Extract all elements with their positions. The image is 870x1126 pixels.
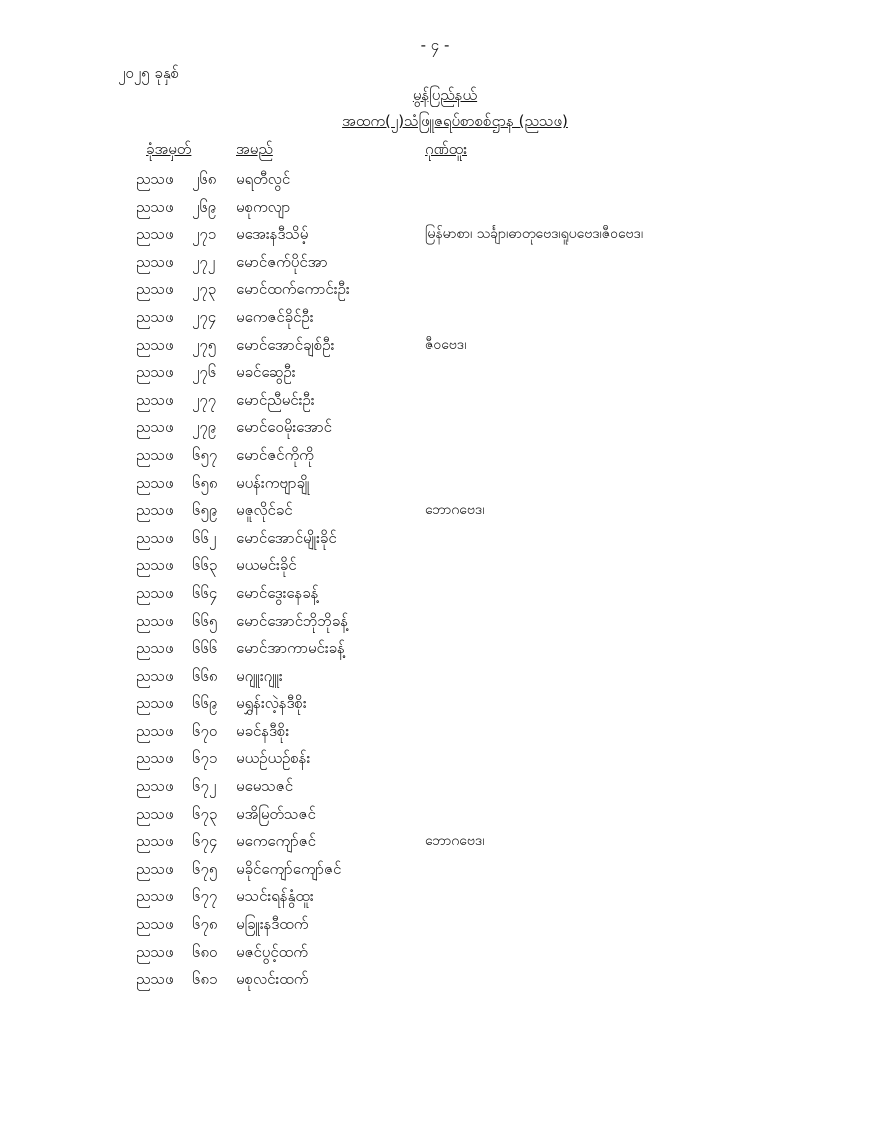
roll-number: ၆၅၇ <box>192 445 218 464</box>
roll-number: ၆၈၀ <box>192 942 218 961</box>
table-row <box>0 194 870 222</box>
distinction-subjects: ဘောဂဗေဒ၊ <box>425 833 485 850</box>
student-name: မောင်ဇင်ကိုကို <box>236 445 314 464</box>
roll-number: ၆၆၄ <box>192 583 218 602</box>
student-name: မခင်နဒီစိုး <box>236 721 290 740</box>
table-row <box>0 828 870 856</box>
table-row <box>0 525 870 553</box>
roll-prefix: ညသဖ <box>136 721 174 740</box>
student-name: မခိုင်ကျော်ကျော်ဇင် <box>236 859 342 878</box>
student-name: မယမင်းခိုင် <box>236 556 297 575</box>
roll-number: ၆၆၃ <box>192 556 218 575</box>
page-number: - ၄ - <box>420 36 450 54</box>
student-name: မရွှန်းလဲ့နဒီစိုး <box>236 694 307 713</box>
table-row <box>0 470 870 498</box>
roll-number: ၆၇၅ <box>192 859 218 878</box>
roll-prefix: ညသဖ <box>136 832 174 851</box>
table-header <box>0 140 870 164</box>
roll-prefix: ညသဖ <box>136 280 174 299</box>
roll-prefix: ညသဖ <box>136 887 174 906</box>
student-name: မောင်အောင်မျိုးခိုင် <box>236 528 337 547</box>
student-name: မောင်အာကာမင်းခန့် <box>236 639 345 658</box>
student-name: မခြူးနဒီထက် <box>236 915 309 934</box>
roll-prefix: ညသဖ <box>136 225 174 244</box>
distinction-subjects: ဇီဝဗေဒ၊ <box>425 336 467 353</box>
roll-number: ၆၆၈ <box>192 666 218 685</box>
table-row <box>0 911 870 939</box>
table-row <box>0 635 870 663</box>
roll-number: ၆၇၄ <box>192 832 218 851</box>
roll-number: ၆၆၅ <box>192 611 218 630</box>
roll-prefix: ညသဖ <box>136 473 174 492</box>
roll-number: ၂၇၆ <box>192 363 217 382</box>
table-row <box>0 883 870 911</box>
roll-number: ၂၇၂ <box>192 252 216 271</box>
roll-number: ၂၆၉ <box>192 197 217 216</box>
roll-number: ၆၇၂ <box>192 777 217 796</box>
table-row <box>0 856 870 884</box>
roll-prefix: ညသဖ <box>136 445 174 464</box>
table-row <box>0 359 870 387</box>
student-name: မဇူလိုင်ခင် <box>236 501 293 520</box>
table-row <box>0 387 870 415</box>
roll-prefix: ညသဖ <box>136 694 174 713</box>
roll-number: ၂၇၇ <box>192 390 217 409</box>
roll-prefix: ညသဖ <box>136 197 174 216</box>
student-name: မောင်ဒွေးနေခန့် <box>236 583 319 602</box>
roll-prefix: ညသဖ <box>136 804 174 823</box>
roll-number: ၂၆၈ <box>192 170 217 188</box>
roll-number: ၆၇၇ <box>192 887 218 906</box>
student-name: မပန်းကဗျာချို <box>236 473 310 492</box>
roll-prefix: ညသဖ <box>136 942 174 961</box>
student-name: မသင်းရန်နွံထူး <box>236 887 314 906</box>
roll-prefix: ညသဖ <box>136 170 174 188</box>
student-name: မခင်ဆွေဦး <box>236 363 296 382</box>
roll-prefix: ညသဖ <box>136 777 174 796</box>
header-roll-number: ခုံအမှတ် <box>146 140 192 158</box>
table-row <box>0 497 870 525</box>
table-row <box>0 221 870 249</box>
student-name: မရတီလွင် <box>236 170 291 188</box>
table-row <box>0 249 870 277</box>
roll-prefix: ညသဖ <box>136 859 174 878</box>
roll-number: ၆၇၁ <box>192 749 218 768</box>
table-row <box>0 745 870 773</box>
table-row <box>0 580 870 608</box>
table-row <box>0 414 870 442</box>
student-name: မစုလင်းထက် <box>236 970 309 989</box>
student-name: မောင်ညီမင်းဦး <box>236 390 315 409</box>
table-row <box>0 442 870 470</box>
table-row <box>0 939 870 967</box>
distinction-subjects: မြန်မာစာ၊ သင်္ချာ၊ဓာတုဗေဒ၊ရူပဗေဒ၊ဇီဝဗေဒ၊ <box>425 226 644 243</box>
roll-prefix: ညသဖ <box>136 915 174 934</box>
header-name: အမည် <box>236 140 273 158</box>
table-row <box>0 332 870 360</box>
roll-prefix: ညသဖ <box>136 666 174 685</box>
table-row <box>0 690 870 718</box>
page-title: မွန်ပြည်နယ် <box>412 86 478 104</box>
student-name: မောင်အောင်ဘိုဘိုခန့် <box>236 611 349 630</box>
roll-number: ၆၆၆ <box>192 639 218 658</box>
roll-number: ၆၅၉ <box>192 501 218 520</box>
roll-number: ၆၈၁ <box>192 970 218 989</box>
roll-prefix: ညသဖ <box>136 583 174 602</box>
roll-number: ၂၇၉ <box>192 418 217 437</box>
student-name: မစုကလျာ <box>236 197 291 216</box>
student-name: မမေသဇင် <box>236 777 294 796</box>
roll-number: ၆၇၃ <box>192 804 218 823</box>
student-name: မောင်ဝေမိုးအောင် <box>236 418 332 437</box>
roll-prefix: ညသဖ <box>136 501 174 520</box>
student-name: မအေးနဒီသိမ့် <box>236 225 309 244</box>
table-row <box>0 276 870 304</box>
roll-prefix: ညသဖ <box>136 970 174 989</box>
table-row <box>0 166 870 194</box>
student-name: မောင်ဇက်ပိုင်အာ <box>236 252 328 271</box>
page-subtitle: အထက(၂)သံဖြူဇရပ်စာစစ်ဌာန (ညသဖ) <box>342 112 568 130</box>
roll-number: ၆၇၀ <box>192 721 218 740</box>
student-name: မအိမြတ်သဇင် <box>236 804 316 823</box>
exam-year: ၂၀၂၅ ခုနှစ် <box>118 64 180 82</box>
roll-prefix: ညသဖ <box>136 639 174 658</box>
distinction-subjects: ဘောဂဗေဒ၊ <box>425 502 485 519</box>
roll-number: ၆၇၈ <box>192 915 218 934</box>
roll-number: ၆၆၉ <box>192 694 218 713</box>
roll-number: ၂၇၄ <box>192 307 217 326</box>
student-name: မောင်ထက်ကောင်းဦး <box>236 280 350 299</box>
results-list <box>0 166 870 994</box>
student-name: မဇင်ပွင့်ထက် <box>236 942 308 961</box>
roll-number: ၂၇၃ <box>192 280 217 299</box>
table-row <box>0 773 870 801</box>
roll-prefix: ညသဖ <box>136 307 174 326</box>
table-row <box>0 608 870 636</box>
roll-number: ၆၆၂ <box>192 528 217 547</box>
roll-prefix: ညသဖ <box>136 390 174 409</box>
roll-prefix: ညသဖ <box>136 611 174 630</box>
table-row <box>0 718 870 746</box>
table-row <box>0 801 870 829</box>
student-name: မဂျူးဂျူး <box>236 666 283 685</box>
table-row <box>0 663 870 691</box>
roll-number: ၂၇၁ <box>192 225 217 244</box>
header-distinction: ဂုဏ်ထူး <box>425 140 467 158</box>
student-name: မကေကျော်ဇင် <box>236 832 316 851</box>
table-row <box>0 304 870 332</box>
roll-prefix: ညသဖ <box>136 528 174 547</box>
roll-prefix: ညသဖ <box>136 363 174 382</box>
roll-prefix: ညသဖ <box>136 335 174 354</box>
roll-prefix: ညသဖ <box>136 556 174 575</box>
roll-number: ၂၇၅ <box>192 335 217 354</box>
roll-number: ၆၅၈ <box>192 473 218 492</box>
roll-prefix: ညသဖ <box>136 749 174 768</box>
student-name: မယဉ်ယဉ်စန်း <box>236 749 311 768</box>
student-name: မောင်အောင်ချစ်ဦး <box>236 335 335 354</box>
roll-prefix: ညသဖ <box>136 252 174 271</box>
table-row <box>0 966 870 994</box>
table-row <box>0 552 870 580</box>
roll-prefix: ညသဖ <box>136 418 174 437</box>
student-name: မကေဇင်ခိုင်ဦး <box>236 307 314 326</box>
